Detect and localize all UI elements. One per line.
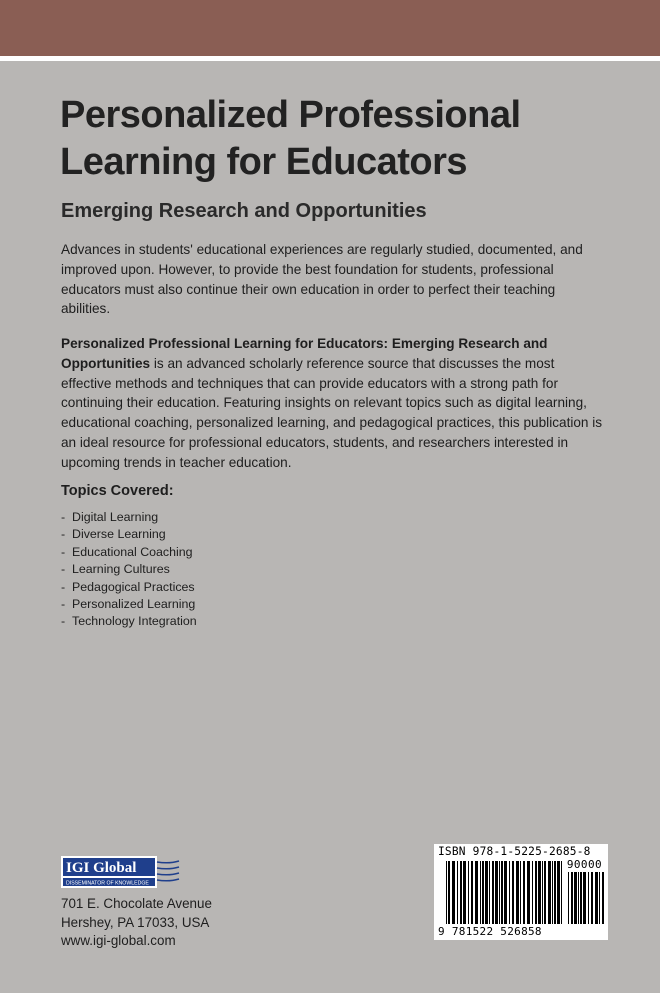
barcode-digits: 9 781522 526858 xyxy=(438,925,542,938)
topic-item: - Personalized Learning xyxy=(61,596,197,613)
topic-item: - Pedagogical Practices xyxy=(61,579,197,596)
topics-list xyxy=(61,509,197,631)
address-line-2: Hershey, PA 17033, USA xyxy=(61,914,210,930)
address-line-1: 701 E. Chocolate Avenue xyxy=(61,896,212,911)
top-color-band xyxy=(0,0,660,56)
isbn-barcode xyxy=(434,844,608,940)
book-title: Personalized Professional Learning for Educators xyxy=(60,94,521,183)
isbn-label: ISBN 978-1-5225-2685-8 xyxy=(438,845,591,858)
publisher-address xyxy=(61,895,212,951)
price-code: 90000 xyxy=(566,858,602,871)
topic-item: - Learning Cultures xyxy=(61,561,197,578)
description-paragraph-1: Advances in students' educational experiences are regularly studied, documented, and improved upon. However, to provide the best foundation for students, professional educators must also continue their own education in order to perfect their teaching abilities. xyxy=(61,242,583,317)
top-white-rule xyxy=(0,56,660,61)
logo-tagline: DISSEMINATOR OF KNOWLEDGE xyxy=(66,880,149,887)
topic-item: - Technology Integration xyxy=(61,613,197,630)
paragraph-2-body: is an advanced scholarly reference source that discusses the most effective methods and techniques that can provide educators with a strong path for continuing their education. Featuring insights on relevant topics such as digital learning, educational coaching, personalized learning, and pedagogical practices, this publication is an ideal resource for professional educators, students, and researchers interested in upcoming trends in teacher education. xyxy=(61,355,603,470)
igi-global-logo xyxy=(61,856,181,890)
description-paragraph-2 xyxy=(61,334,606,473)
book-subtitle: Emerging Research and Opportunities xyxy=(61,200,427,222)
topics-heading: Topics Covered: xyxy=(61,483,174,499)
topic-item: - Digital Learning xyxy=(61,509,197,526)
paragraph-2-book-title: Personalized Professional Learning for Educators: Emerging Research and Opportunities xyxy=(61,336,548,371)
publisher-website: www.igi-global.com xyxy=(61,933,176,948)
topic-item: - Educational Coaching xyxy=(61,544,197,561)
topic-item: - Diverse Learning xyxy=(61,526,197,543)
logo-main-text: IGI Global xyxy=(66,860,137,876)
